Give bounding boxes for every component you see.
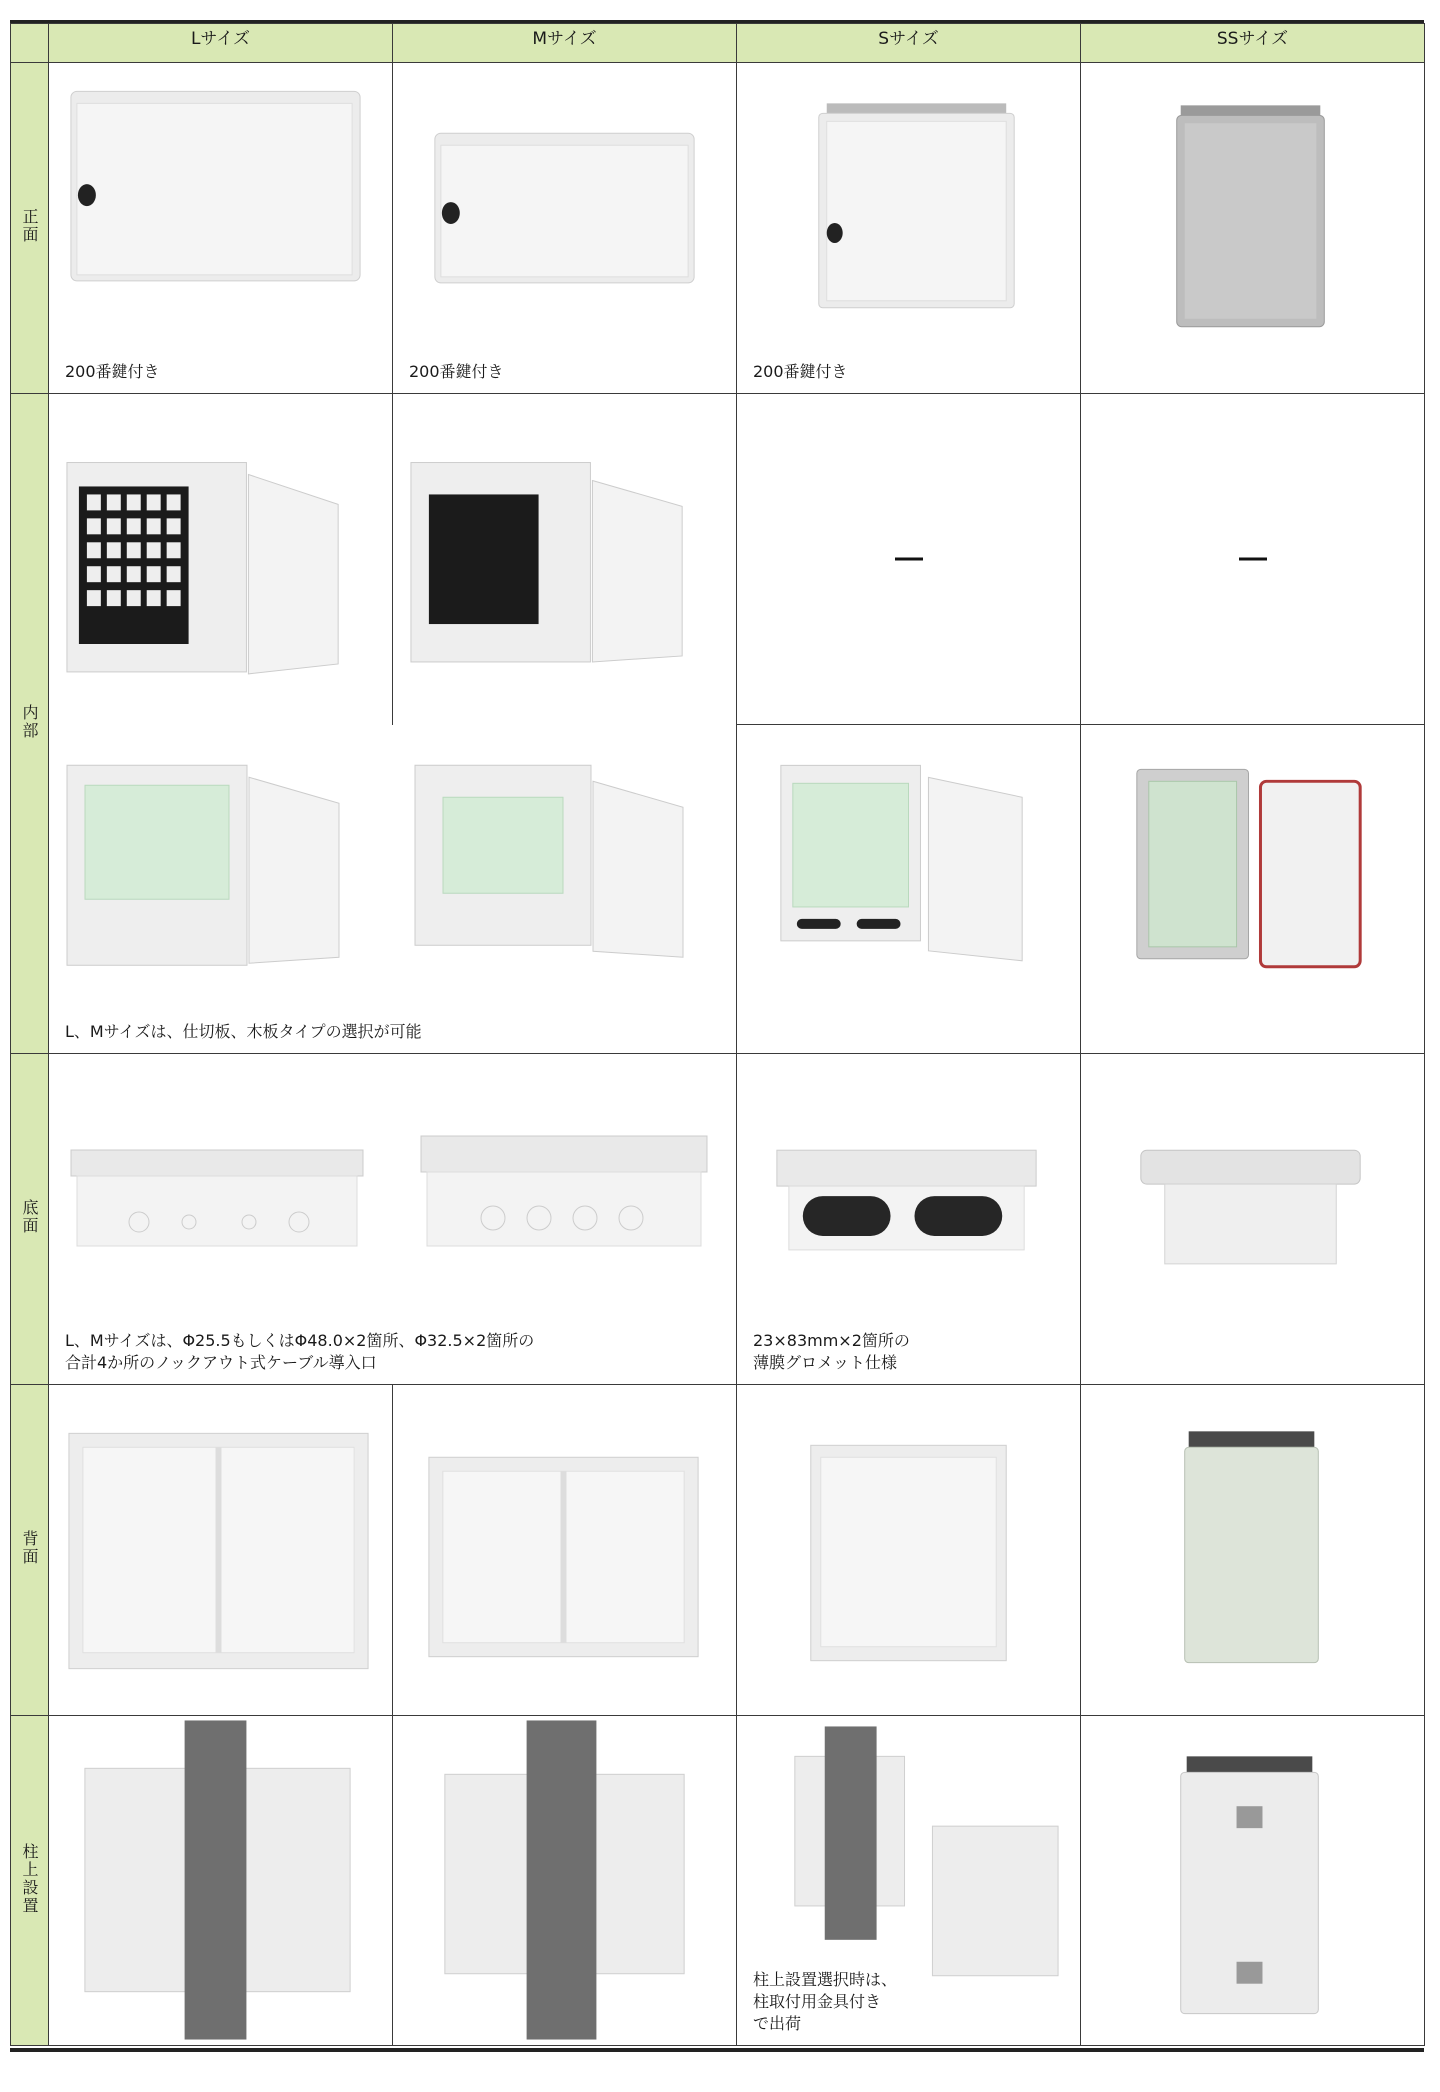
inside-l-partition-cell <box>49 394 393 725</box>
pole-s-caption-line3: で出荷 <box>753 2014 802 2033</box>
col-header-l: Lサイズ <box>49 24 393 63</box>
front-l-image <box>49 63 392 393</box>
pole-s-cell <box>737 1716 1081 2046</box>
pole-l-cell <box>49 1716 393 2046</box>
inside-m-board-image <box>393 725 737 1054</box>
header-corner <box>11 24 49 63</box>
inside-s-board-image <box>737 725 1080 1053</box>
back-s-image <box>737 1385 1080 1715</box>
back-ss-cell <box>1081 1385 1425 1716</box>
header-row <box>11 24 1425 63</box>
front-l-caption: 200番鍵付き <box>65 362 160 381</box>
pole-m-cell <box>393 1716 737 2046</box>
back-s-cell <box>737 1385 1081 1716</box>
spec-table <box>10 23 1425 2046</box>
back-l-cell <box>49 1385 393 1716</box>
row-label-front: 正面 <box>11 63 49 394</box>
bottom-lm-caption <box>65 1330 534 1374</box>
pole-ss-cell <box>1081 1716 1425 2046</box>
inside-s-partition-cell <box>737 394 1081 725</box>
col-header-ss: SSサイズ <box>1081 24 1425 63</box>
row-label-pole: 柱上設置 <box>11 1716 49 2046</box>
row-front <box>11 63 1425 394</box>
not-available-dash <box>895 558 923 561</box>
inside-l-partition-image <box>49 394 392 725</box>
inside-ss-board-cell <box>1081 725 1425 1054</box>
row-label-back: 背面 <box>11 1385 49 1716</box>
inside-ss-board-image <box>1081 725 1424 1053</box>
table-bottom-rule <box>10 2048 1424 2052</box>
pole-ss-image <box>1081 1716 1424 2045</box>
front-m-caption: 200番鍵付き <box>409 362 504 381</box>
bottom-lm-caption-line1: L、Mサイズは、Φ25.5もしくはΦ48.0×2箇所、Φ32.5×2箇所の <box>65 1331 535 1350</box>
bottom-s-caption <box>753 1330 910 1374</box>
bottom-lm-caption-line2: 合計4か所のノックアウト式ケーブル導入口 <box>65 1353 377 1372</box>
inside-s-board-cell <box>737 725 1081 1054</box>
inside-m-partition-image <box>393 394 736 725</box>
bottom-s-cell <box>737 1054 1081 1385</box>
pole-s-caption-line1: 柱上設置選択時は、 <box>753 1970 898 1989</box>
not-available-dash <box>1239 558 1267 561</box>
inside-note-caption: L、Mサイズは、仕切板、木板タイプの選択が可能 <box>65 1022 422 1041</box>
inside-m-partition-cell <box>393 394 737 725</box>
back-ss-image <box>1081 1385 1424 1715</box>
front-s-caption: 200番鍵付き <box>753 362 848 381</box>
front-m-cell <box>393 63 737 394</box>
back-m-image <box>393 1385 736 1715</box>
back-l-image <box>49 1385 392 1715</box>
row-inside-a <box>11 394 1425 725</box>
row-label-bottom: 底面 <box>11 1054 49 1385</box>
row-inside-b <box>11 725 1425 1054</box>
front-s-cell <box>737 63 1081 394</box>
pole-l-image <box>49 1716 392 2045</box>
row-label-inside: 内部 <box>11 394 49 1054</box>
front-ss-image <box>1081 63 1424 393</box>
front-m-image <box>393 63 736 393</box>
bottom-ss-cell <box>1081 1054 1425 1385</box>
row-back <box>11 1385 1425 1716</box>
front-l-cell <box>49 63 393 394</box>
bottom-s-caption-line1: 23×83mm×2箇所の <box>753 1331 910 1350</box>
col-header-s: Sサイズ <box>737 24 1081 63</box>
bottom-lm-cell <box>49 1054 737 1385</box>
inside-lm-board-cell <box>49 725 737 1054</box>
pole-s-caption-line2: 柱取付用金具付き <box>753 1992 882 2011</box>
row-pole <box>11 1716 1425 2046</box>
pole-s-caption <box>753 1969 897 2035</box>
row-bottom <box>11 1054 1425 1385</box>
pole-m-image <box>393 1716 736 2045</box>
bottom-ss-image <box>1081 1054 1424 1384</box>
back-m-cell <box>393 1385 737 1716</box>
front-ss-cell <box>1081 63 1425 394</box>
bottom-s-caption-line2: 薄膜グロメット仕様 <box>753 1353 898 1372</box>
col-header-m: Mサイズ <box>393 24 737 63</box>
inside-l-board-image <box>49 725 393 1054</box>
inside-ss-partition-cell <box>1081 394 1425 725</box>
front-s-image <box>737 63 1080 393</box>
